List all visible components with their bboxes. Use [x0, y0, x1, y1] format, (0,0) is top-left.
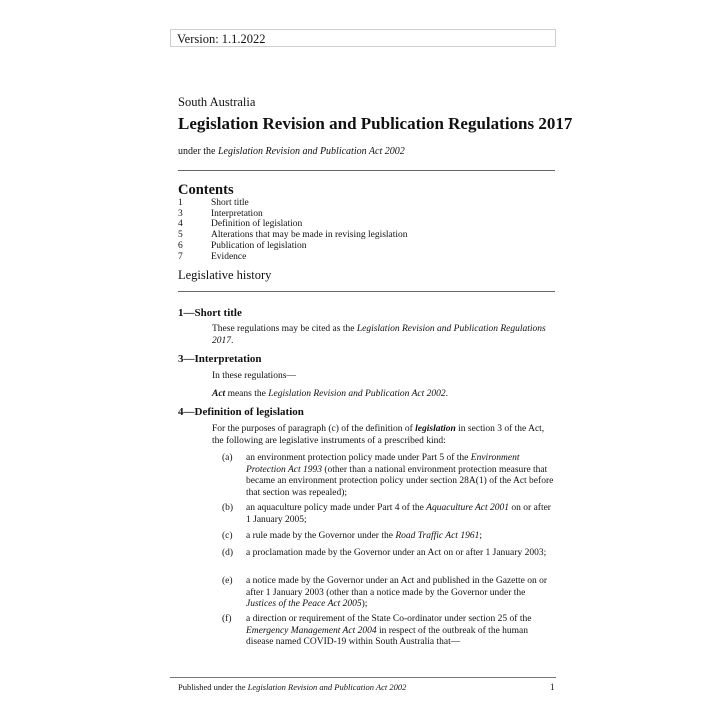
contents-heading: Contents: [178, 182, 234, 198]
jurisdiction: South Australia: [178, 95, 256, 109]
section-heading: 3—Interpretation: [178, 353, 262, 365]
section-heading: 1—Short title: [178, 307, 242, 319]
table-of-contents: [178, 198, 408, 262]
footer-divider: [170, 677, 556, 678]
list-item: (d) a proclamation made by the Governor under an Act on or after 1 January 2003;: [222, 548, 547, 558]
list-item: (e) a notice made by the Governor under an Act and published in the Gazette on or after 1 January 2003 (other than a notice made by the Governor under the Justices of the Peace Act 2005);: [222, 576, 547, 610]
enabling-act-line: under the Legislation Revision and Publication Act 2002: [178, 146, 405, 157]
legislative-history-link[interactable]: Legislative history: [178, 268, 272, 282]
section-heading: 4—Definition of legislation: [178, 406, 304, 418]
divider: [178, 170, 555, 171]
list-item: (b) an aquaculture policy made under Part 4 of the Aquaculture Act 2001 on or after 1 January 2005;: [222, 503, 551, 525]
toc-item[interactable]: 1 Short title: [178, 198, 249, 208]
divider: [178, 291, 555, 292]
version-label: Version: 1.1.2022: [170, 29, 556, 47]
list-item: (c) a rule made by the Governor under the Road Traffic Act 1961;: [222, 531, 482, 541]
page-number: 1: [550, 682, 555, 692]
toc-item[interactable]: 3 Interpretation: [178, 208, 263, 219]
section-text: In these regulations—: [212, 371, 296, 381]
section-text: These regulations may be cited as the Legislation Revision and Publication Regulations 2017.: [212, 324, 546, 346]
toc-item[interactable]: 5 Alterations that may be made in revising legislation: [178, 230, 408, 241]
footer-text: Published under the Legislation Revision and Publication Act 2002: [178, 682, 407, 692]
section-text: For the purposes of paragraph (c) of the definition of legislation in section 3 of the Act, the following are legislative instruments of a prescribed kind:: [212, 424, 545, 446]
toc-item[interactable]: 7 Evidence: [178, 251, 247, 262]
document-title: Legislation Revision and Publication Regulations 2017: [178, 114, 573, 133]
list-item: (a) an environment protection policy made under Part 5 of the Environment Protection Act 1993 (other than a national environment protection measure that became an environment protection policy under section 28A(1) of the Act before that section was repealed);: [222, 453, 554, 499]
definition: Act means the Legislation Revision and Publication Act 2002.: [212, 389, 448, 399]
toc-item[interactable]: 6 Publication of legislation: [178, 240, 307, 251]
toc-item[interactable]: 4 Definition of legislation: [178, 219, 303, 230]
list-item: (f) a direction or requirement of the State Co-ordinator under section 25 of the Emergency Management Act 2004 in respect of the outbreak of the human disease named COVID-19 within South Australia that—: [222, 614, 532, 648]
